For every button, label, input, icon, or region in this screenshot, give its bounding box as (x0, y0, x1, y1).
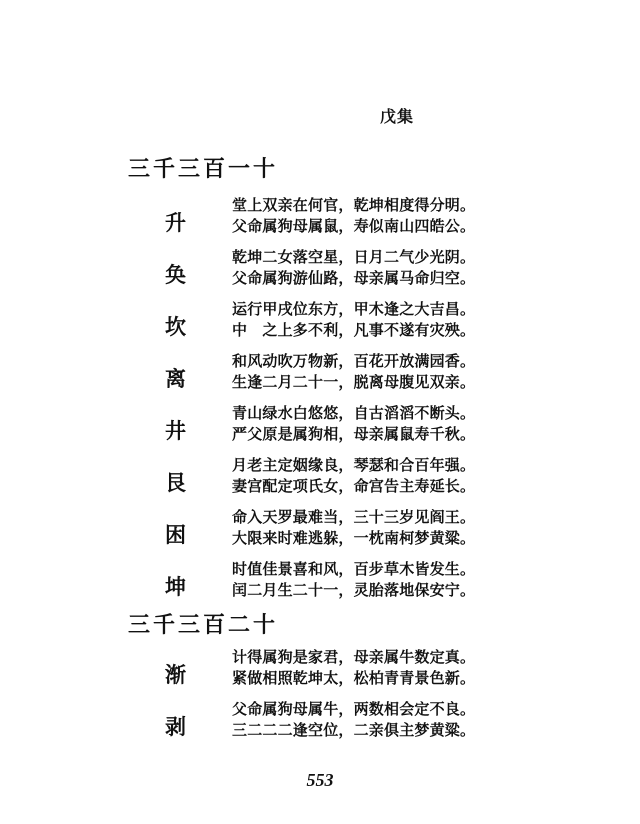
verse-line: 闰二月生二十一，灵胎落地保安宁。 (232, 581, 476, 599)
verse-line: 乾坤二女落空星，日月二气少光阴。 (232, 248, 476, 266)
verse-entry (0, 454, 640, 502)
verse-entry (0, 646, 640, 694)
hexagram-name: 井 (165, 418, 186, 443)
verse-line: 时值佳景喜和风，百步草木皆发生。 (232, 560, 476, 578)
hexagram-name: 剥 (165, 714, 186, 739)
verse-entry (0, 246, 640, 294)
verse-entry (0, 558, 640, 606)
verse-line: 紧做相照乾坤太，松柏青青景色新。 (232, 669, 476, 687)
verse-entry (0, 402, 640, 450)
verse-entry (0, 350, 640, 398)
verse-line: 父命属狗游仙路，母亲属马命归空。 (232, 269, 476, 287)
verse-line: 妻宫配定项氏女，命宫告主寿延长。 (232, 477, 476, 495)
verse-entry (0, 506, 640, 554)
hexagram-name: 困 (165, 522, 186, 547)
verse-line: 生逢二月二十一，脱离母腹见双亲。 (232, 373, 476, 391)
verse-entry (0, 698, 640, 746)
hexagram-name: 升 (165, 210, 186, 235)
verse-line: 运行甲戌位东方，甲木逢之大吉昌。 (232, 300, 476, 318)
verse-line: 父命属狗母属牛，两数相会定不良。 (232, 700, 476, 718)
verse-line: 堂上双亲在何官，乾坤相度得分明。 (232, 196, 476, 214)
hexagram-name: 奂 (165, 262, 186, 287)
hexagram-name: 离 (165, 366, 186, 391)
verse-line: 和风动吹万物新，百花开放满园香。 (232, 352, 476, 370)
verse-entry (0, 194, 640, 242)
verse-line: 中 之上多不利，凡事不遂有灾殃。 (232, 321, 476, 339)
verse-line: 父命属狗母属鼠，寿似南山四皓公。 (232, 217, 476, 235)
verse-entry (0, 298, 640, 346)
hexagram-name: 渐 (165, 662, 186, 687)
section-heading: 三千三百二十 (128, 612, 279, 638)
hexagram-name: 艮 (165, 470, 186, 495)
page-header-title: 戊集 (380, 107, 415, 126)
verse-line: 计得属狗是家君，母亲属牛数定真。 (232, 648, 476, 666)
hexagram-name: 坤 (165, 574, 186, 599)
verse-line: 命入天罗最难当，三十三岁见阎王。 (232, 508, 476, 526)
verse-line: 严父原是属狗相，母亲属鼠寿千秋。 (232, 425, 476, 443)
verse-line: 青山绿水白悠悠，自古滔滔不断头。 (232, 404, 476, 422)
hexagram-name: 坎 (165, 314, 186, 339)
verse-line: 大限来时难逃躲，一枕南柯梦黄粱。 (232, 529, 476, 547)
section-heading: 三千三百一十 (128, 156, 279, 182)
verse-line: 三二二二逢空位，二亲俱主梦黄粱。 (232, 721, 476, 739)
verse-line: 月老主定姻缘良，琴瑟和合百年强。 (232, 456, 476, 474)
page-number: 553 (306, 770, 334, 790)
